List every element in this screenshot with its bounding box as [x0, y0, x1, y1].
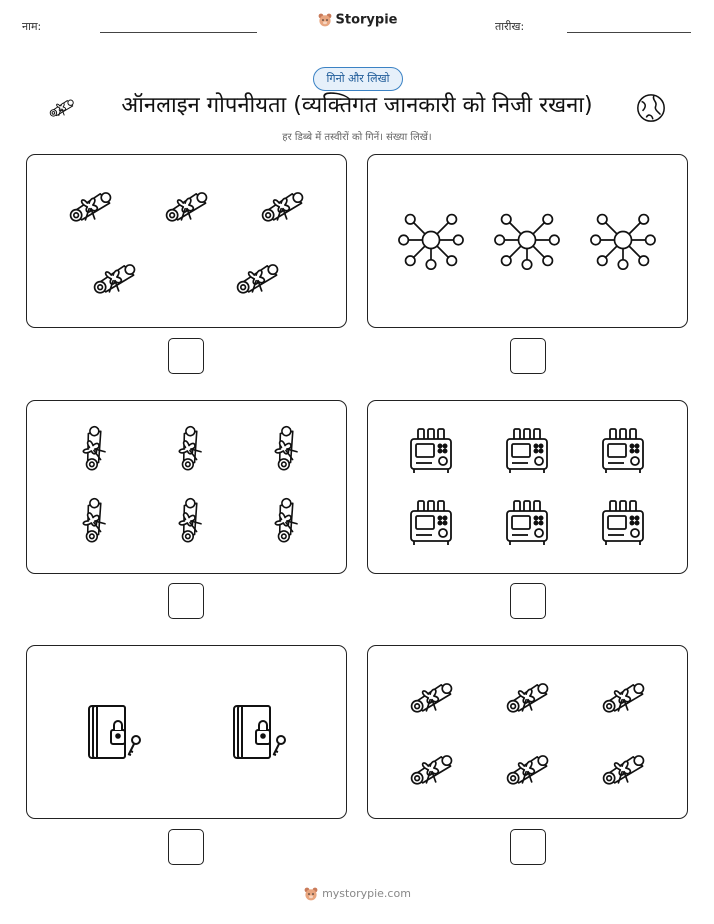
- answer-box-5[interactable]: [168, 829, 204, 865]
- storypie-bear-logo-icon: [303, 886, 319, 902]
- date-label: तारीख:: [495, 20, 525, 33]
- name-label: नाम:: [22, 20, 42, 33]
- footer-site[interactable]: mystorypie.com: [322, 887, 411, 900]
- scroll-ribbon-icon: [253, 487, 314, 551]
- scroll-ribbon-icon: [502, 748, 554, 788]
- count-panel-2: [367, 154, 688, 328]
- answer-box-1[interactable]: [168, 338, 204, 374]
- page-title: ऑनलाइन गोपनीयता (व्यक्तिगत जानकारी को निजी रखना): [121, 93, 593, 118]
- scroll-ribbon-icon: [65, 185, 117, 225]
- scroll-ribbon-icon: [598, 676, 650, 716]
- name-field[interactable]: [100, 32, 257, 33]
- router-device-icon: [408, 497, 454, 547]
- router-device-icon: [504, 497, 550, 547]
- instructions: हर डिब्बे में तस्वीरों को गिनें। संख्या लिखें।: [282, 132, 432, 143]
- date-field[interactable]: [567, 32, 691, 33]
- scroll-ribbon-icon: [89, 257, 141, 297]
- scroll-ribbon-icon: [61, 487, 122, 551]
- brand-name: Storypie: [335, 12, 398, 28]
- scroll-ribbon-icon: [157, 487, 218, 551]
- answer-box-4[interactable]: [510, 583, 546, 619]
- footer: [0, 886, 714, 902]
- scroll-ribbon-icon: [161, 185, 213, 225]
- router-device-icon: [600, 497, 646, 547]
- count-panel-5: [26, 645, 347, 819]
- scroll-ribbon-icon: [598, 748, 650, 788]
- network-hub-icon: [494, 210, 560, 270]
- answer-box-6[interactable]: [510, 829, 546, 865]
- scroll-ribbon-icon: [157, 415, 218, 479]
- scroll-ribbon-icon: [406, 748, 458, 788]
- router-device-icon: [504, 425, 550, 475]
- scroll-ribbon-icon: [502, 676, 554, 716]
- storypie-bear-logo-icon: [317, 12, 333, 28]
- globe-icon: [635, 92, 667, 124]
- network-hub-icon: [398, 210, 464, 270]
- scroll-ribbon-icon: [253, 415, 314, 479]
- worksheet-type-badge: गिनो और लिखो: [313, 67, 403, 91]
- answer-box-3[interactable]: [168, 583, 204, 619]
- locked-diary-icon: [82, 700, 144, 764]
- answer-box-2[interactable]: [510, 338, 546, 374]
- scroll-ribbon-icon: [406, 676, 458, 716]
- router-device-icon: [408, 425, 454, 475]
- locked-diary-icon: [227, 700, 289, 764]
- scroll-ribbon-icon: [232, 257, 284, 297]
- network-hub-icon: [590, 210, 656, 270]
- count-panel-3: [26, 400, 347, 574]
- brand: [0, 12, 714, 28]
- count-panel-6: [367, 645, 688, 819]
- scroll-ribbon-icon: [61, 415, 122, 479]
- scroll-ribbon-icon: [257, 185, 309, 225]
- router-device-icon: [600, 425, 646, 475]
- count-panel-4: [367, 400, 688, 574]
- count-panel-1: [26, 154, 347, 328]
